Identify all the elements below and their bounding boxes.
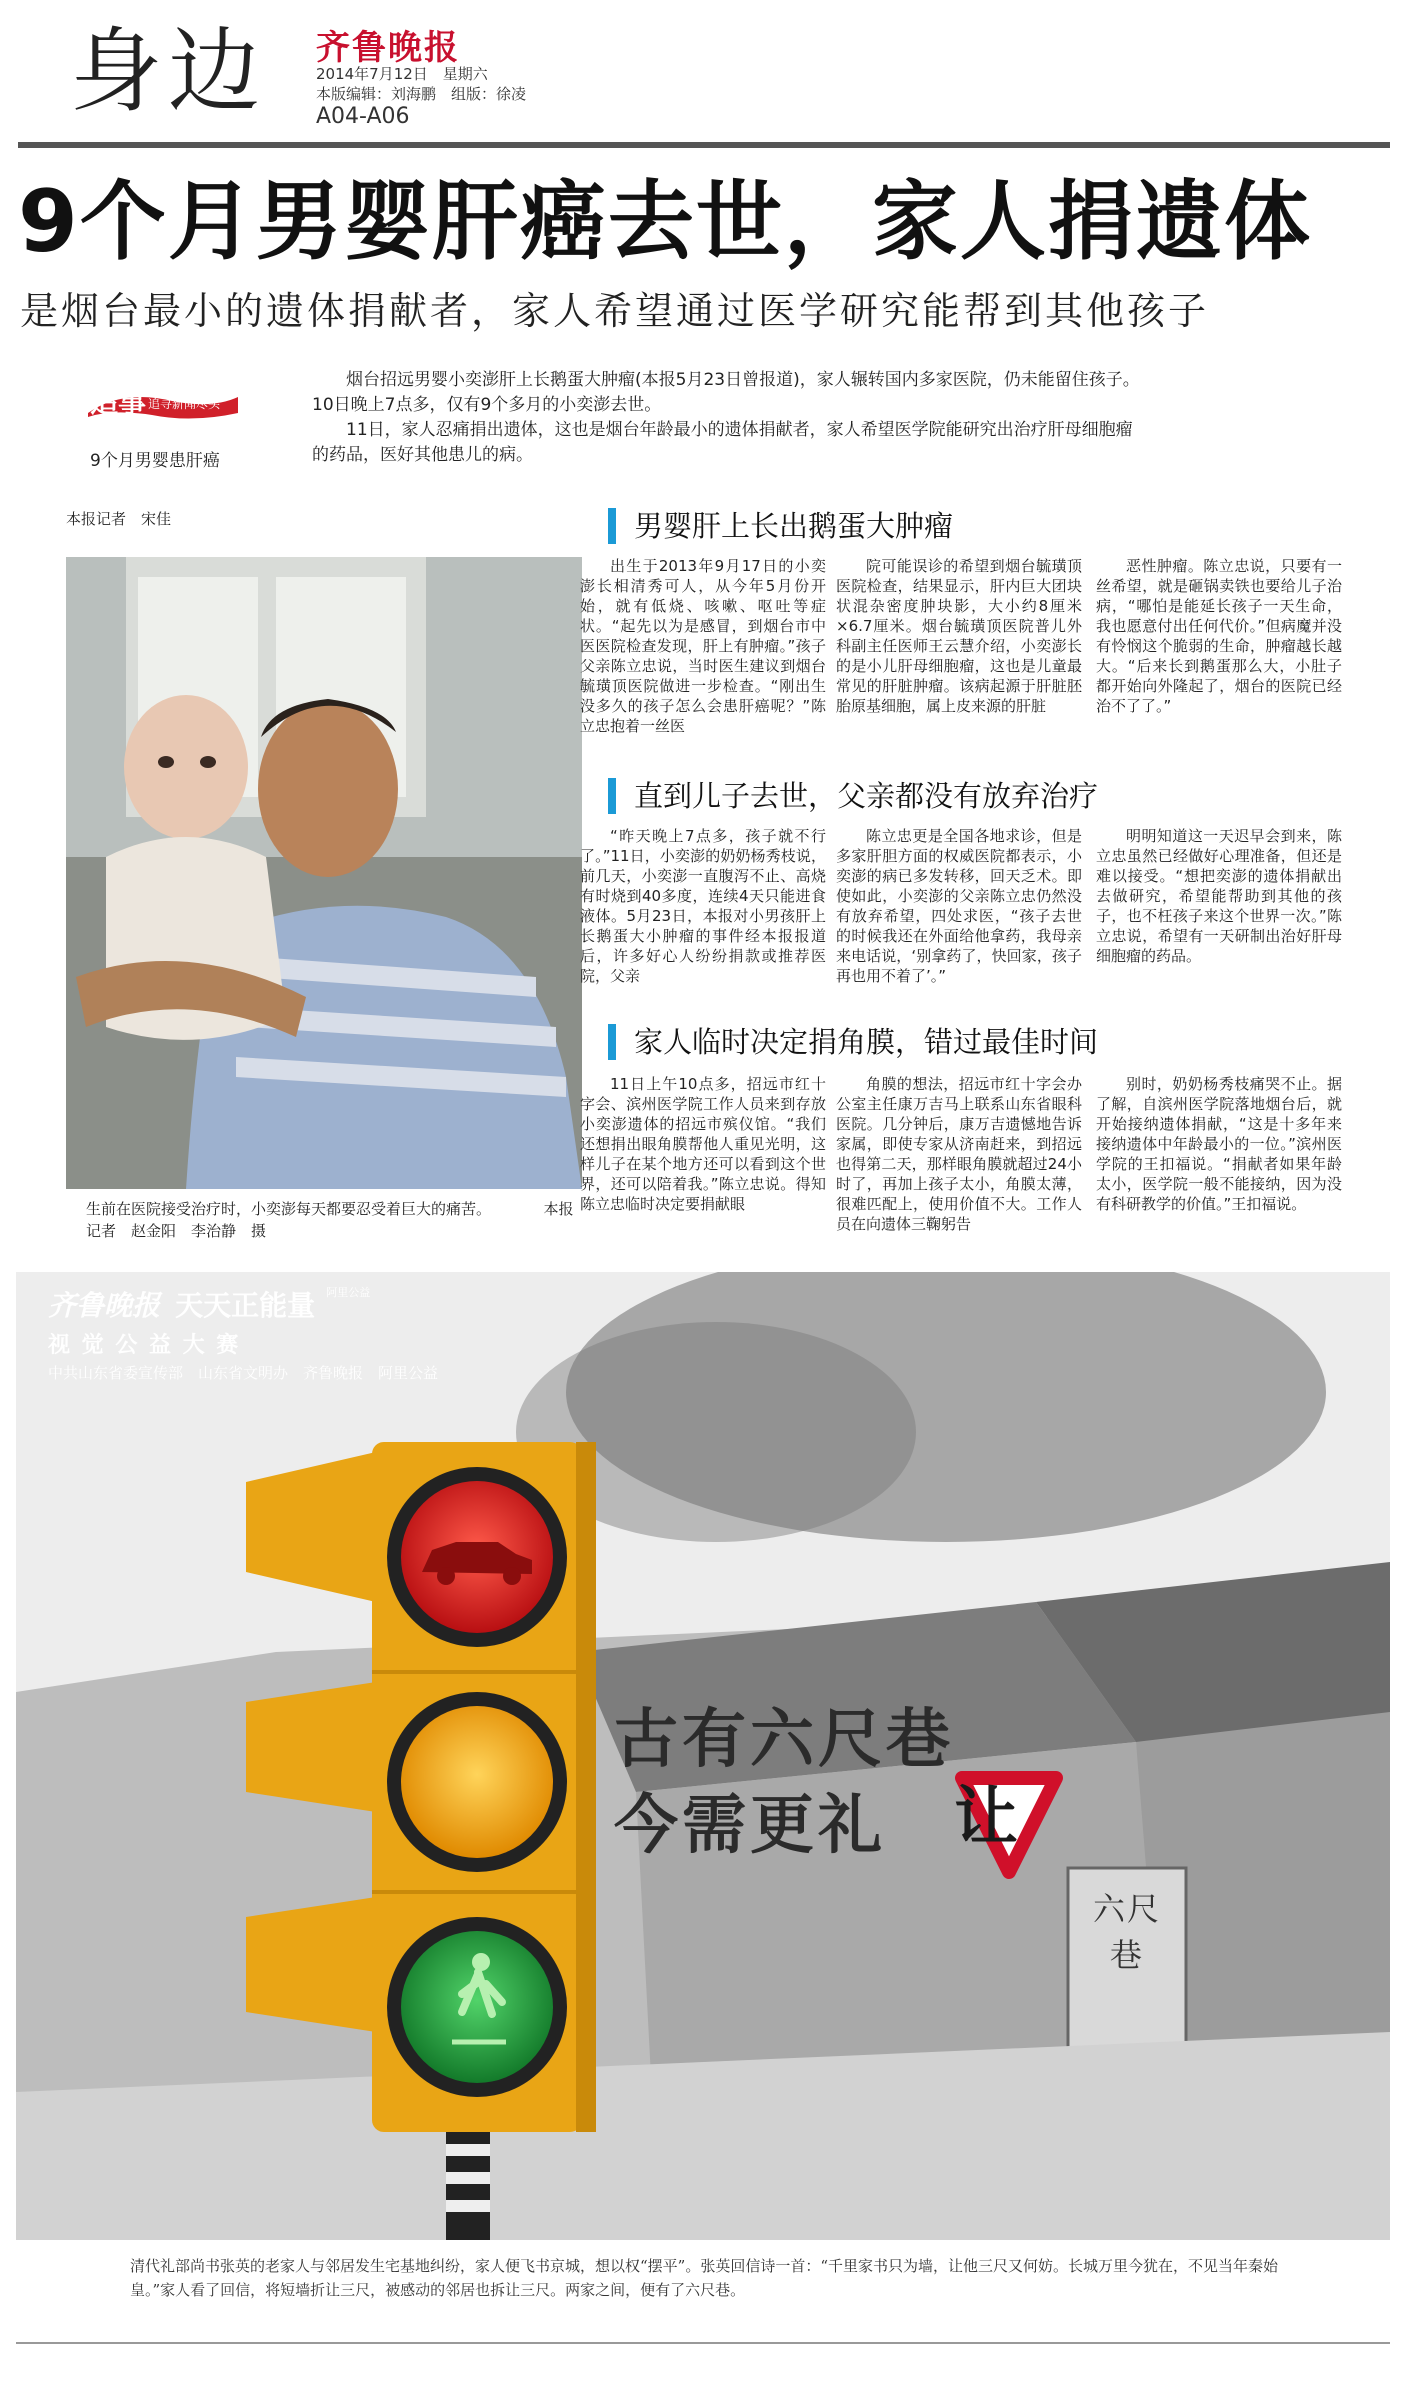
ad-slogan-line1: 古有六尺巷 [614,1703,954,1777]
stele-inscription: 六尺巷 [1092,1890,1161,1974]
article-paragraph: 出生于2013年9月17日的小奕澎长相清秀可人，从今年5月份开始，就有低烧、咳嗽、呕吐等症状。“起先以为是感冒，到烟台市中医医院检查发现，肝上有肿瘤。”孩子父亲陈立忠说，当时医生建议到烟台毓璜顶医院做进一步检查。“刚出生没多久的孩子怎么会患肝癌呢？”陈立忠抱着一丝医 [580,557,826,735]
article-column [836,1074,1082,1234]
article-column [580,556,826,736]
intro-paragraph: 11日，家人忍痛捐出遗体，这也是烟台年龄最小的遗体捐献者，家人希望医学院能研究出治疗肝母细胞瘤的药品，医好其他患儿的病。 [312,420,1133,465]
article-paragraph: 院可能误诊的希望到烟台毓璜顶医院检查，结果显示，肝内巨大团块状混杂密度肿块影，大小约8厘米×6.7厘米。烟台毓璜顶医院普儿外科副主任医师王云慧介绍，小奕澎长的是小儿肝母细胞瘤，这也是儿童最常见的肝脏肿瘤。该病起源于肝脏胚胎原基细胞，属上皮来源的肝脏 [836,557,1082,715]
article-column [580,826,826,986]
article-column [580,1074,826,1214]
page-range: A04-A06 [316,104,410,129]
section-heading: 男婴肝上长出鹅蛋大肿瘤 [608,508,953,544]
article-paragraph: 11日上午10点多，招远市红十字会、滨州医学院工作人员来到存放小奕澎遗体的招远市殡仪馆。“我们还想捐出眼角膜帮他人重见光明，这样儿子在某个地方还可以看到这个世界，还可以陪着我。”陈立忠说。得知陈立忠临时决定要捐献眼 [580,1075,826,1213]
article-paragraph: 明明知道这一天迟早会到来，陈立忠虽然已经做好心理准备，但还是难以接受。“想把奕澎的遗体捐献出去做研究，希望能帮助到其他的孩子，也不枉孩子来这个世界一次。”陈立忠说，希望有一天研制出治好肝母细胞瘤的药品。 [1096,827,1342,965]
public-service-ad [16,1272,1390,2240]
ad-campaign-logo: 天天正能量 [175,1289,316,1322]
section-heading: 家人临时决定捐角膜，错过最佳时间 [608,1024,1098,1060]
section-title: 身边 [70,18,267,125]
news-photo [66,557,582,1189]
ad-slogan-line2: 今需更礼 [614,1789,886,1863]
intro-text [312,368,1142,468]
article-column [1096,826,1342,966]
yield-sign-char: 让 [954,1781,1018,1855]
follow-up-badge [82,383,242,423]
article-paragraph: 陈立忠更是全国各地求诊，但是多家肝胆方面的权威医院都表示，小奕澎的病已多发转移，回天乏术。即使如此，小奕澎的父亲陈立忠仍然没有放弃希望，四处求医，“孩子去世的时候我还在外面给他拿药，我母亲来电话说，‘别拿药了，快回家，孩子再也用不着了’。” [836,827,1082,985]
article-column [836,556,1082,716]
article-paragraph: “昨天晚上7点多，孩子就不行了。”11日，小奕澎的奶奶杨秀枝说，前几天，小奕澎一直腹泻不止、高烧有时烧到40多度，连续4天只能进食液体。5月23日，本报对小男孩肝上长鹅蛋大小肿瘤的事件经本报报道后，许多好心人纷纷捐款或推荐医院，父亲 [580,827,826,985]
issue-meta [316,64,526,104]
header-rule [18,142,1390,148]
article-column [1096,556,1342,716]
article-column [1096,1074,1342,1214]
ad-organizers: 中共山东省委宣传部 山东省文明办 齐鲁晚报 阿里公益 [48,1364,439,1382]
editors-line: 本版编辑：刘海鹏 组版：徐凌 [316,85,527,103]
headline: 9个月男婴肝癌去世，家人捐遗体 [18,172,1312,272]
article-column [836,826,1082,986]
photo-caption: 生前在医院接受治疗时，小奕澎每天都要忍受着巨大的痛苦。 本报记者 赵金阳 李治静 摄 [86,1200,574,1240]
subheadline: 是烟台最小的遗体捐献者，家人希望通过医学研究能帮到其他孩子 [20,289,1210,333]
ad-brand-row [48,1284,370,1324]
article-paragraph: 角膜的想法，招远市红十字会办公室主任康万吉马上联系山东省眼科医院。几分钟后，康万吉遗憾地告诉家属，即使专家从济南赶来，到招远也得第二天，那样眼角膜就超过24小时了，再加上孩子太小，角膜太薄，很难匹配上，使用价值不大。工作人员在向遗体三鞠躬告 [836,1075,1082,1233]
photo-illustration [66,557,582,1189]
article-paragraph: 别时，奶奶杨秀枝痛哭不止。据了解，自滨州医学院落地烟台后，就开始接纳遗体捐献，“这是十多年来接纳遗体中年龄最小的一位。”滨州医学院的王扣福说。“捐献者如果年龄太小，医学院一般不能接纳，因为没有科研教学的价值。”王扣福说。 [1096,1075,1342,1213]
ad-caption: 清代礼部尚书张英的老家人与邻居发生宅基地纠纷，家人便飞书京城，想以权“摆平”。张英回信诗一首：“千里家书只为墙，让他三尺又何妨。长城万里今犹在，不见当年秦始皇。”家人看了回信，将短墙折让三尺，被感动的邻居也拆让三尺。两家之间，便有了六尺巷。 [130,2257,1279,2299]
badge-tag: 追寻新闻尽头 [148,397,221,411]
ad-contest-title: 视 觉 公 益 大 赛 [48,1333,241,1358]
footer-rule [16,2342,1390,2344]
article-paragraph: 恶性肿瘤。陈立忠说，只要有一丝希望，就是砸锅卖铁也要给儿子治病，“哪怕是能延长孩子一天生命，我也愿意付出任何代价。”但病魔并没有怜悯这个脆弱的生命，肿瘤越长越大。“后来长到鹅蛋那么大，小肚子都开始向外隆起了，烟台的医院已经治不了了。” [1096,557,1342,715]
issue-date: 2014年7月12日 星期六 [316,65,488,83]
intro-paragraph: 烟台招远男婴小奕澎肝上长鹅蛋大肿瘤(本报5月23日曾报道)，家人辗转国内多家医院，仍未能留住孩子。10日晚上7点多，仅有9个多月的小奕澎去世。 [312,370,1140,415]
ad-brand-logo: 齐鲁晚报 [48,1289,161,1322]
byline: 本报记者 宋佳 [66,510,172,528]
section-heading: 直到儿子去世，父亲都没有放弃治疗 [608,778,1098,814]
newspaper-logo: 齐鲁晚报 [316,28,460,68]
badge-caption: 9个月男婴患肝癌 [90,451,220,471]
badge-mark: 追事 [90,386,147,419]
ad-sponsor-small: 阿里公益 [326,1286,371,1299]
